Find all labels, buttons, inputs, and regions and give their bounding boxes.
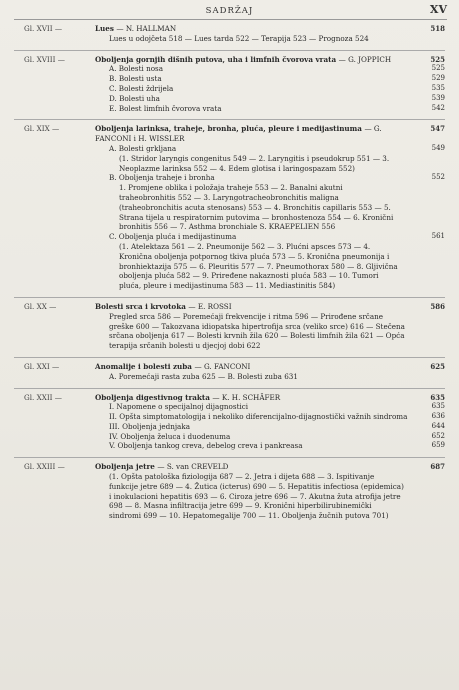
chapter-contents: A. Poremećaji rasta zuba 625 — B. Bolesti zuba 631 bbox=[109, 371, 298, 381]
section-label: V. Oboljenja tankog creva, debelog creva i pankreasa bbox=[109, 441, 303, 451]
section-label: B. Oboljenja traheje i bronha bbox=[109, 173, 215, 183]
chapter-title-line bbox=[95, 24, 445, 34]
chapter-number: Gl. XVIII — bbox=[24, 54, 65, 64]
section-label: C. Oboljenja pluća i medijastinuma bbox=[109, 232, 237, 242]
toc-chapter bbox=[0, 462, 459, 521]
chapter-title: Lues bbox=[95, 24, 114, 33]
chapter-page: 635 bbox=[430, 392, 445, 402]
chapter-title: Oboljenja jetre bbox=[95, 462, 155, 472]
chapter-author: — E. ROSSI bbox=[188, 301, 232, 311]
section-page: 644 bbox=[431, 421, 445, 430]
toc-section bbox=[95, 173, 445, 183]
chapter-contents: Pregled srca 586 — Poremećaji frekvencije i ritma 596 — Prirođene srčane greške 600 — Takozvana idiopatska hipertrofija srca (veliko srce) 616 — Stečena srčana oboljenja 617 — Bolesti krvnih žila 620 — Bolesti limfnih žila 621 — Opća terapija srčanih bolesti u djecjoj dobi 622 bbox=[109, 311, 405, 351]
chapter-title: Anomalije i bolesti zuba bbox=[95, 361, 192, 371]
toc-chapter bbox=[0, 24, 459, 44]
chapter-divider bbox=[14, 457, 445, 458]
section-page: 635 bbox=[431, 402, 445, 411]
toc-section bbox=[95, 74, 445, 84]
toc-section bbox=[95, 432, 445, 442]
chapter-contents: Lues u odojčeta 518 — Lues tarda 522 — Terapija 523 — Prognoza 524 bbox=[109, 33, 369, 43]
chapter-author: — K. H. SCHÄFER bbox=[212, 392, 281, 402]
chapter-title: Oboljenja digestivnog trakta bbox=[95, 392, 210, 402]
section-page: 636 bbox=[431, 412, 445, 421]
section-label: E. Bolest limfnih čvorova vrata bbox=[109, 103, 222, 113]
chapter-number: Gl. XXIII — bbox=[24, 462, 65, 472]
chapter-page: 586 bbox=[430, 301, 445, 311]
chapter-number: Gl. XXI — bbox=[24, 361, 60, 371]
toc-chapter bbox=[0, 55, 459, 114]
chapter-author: — N. HALLMAN bbox=[116, 24, 177, 33]
section-page: 552 bbox=[431, 173, 445, 182]
section-label: B. Bolesti usta bbox=[109, 74, 162, 84]
chapter-number: Gl. XIX — bbox=[24, 124, 60, 134]
chapter-title-line bbox=[95, 462, 445, 472]
section-page: 659 bbox=[431, 441, 445, 450]
chapter-number: Gl. XX — bbox=[24, 301, 57, 311]
chapter-divider bbox=[14, 388, 445, 389]
section-label: D. Bolesti uha bbox=[109, 93, 160, 103]
section-page: 542 bbox=[431, 103, 445, 112]
chapter-title-line bbox=[95, 302, 445, 312]
table-of-contents bbox=[0, 24, 459, 527]
section-label: IV. Oboljenja želuca i duodenuma bbox=[109, 431, 231, 441]
chapter-author: — S. van CREVELD bbox=[157, 462, 229, 472]
chapter-page: 625 bbox=[430, 361, 445, 371]
section-label: C. Bolesti ždrijela bbox=[109, 83, 174, 93]
section-label: III. Oboljenja jednjaka bbox=[109, 421, 190, 431]
toc-chapter bbox=[0, 362, 459, 382]
section-page: 535 bbox=[431, 83, 445, 92]
section-contents: (1. Stridor laryngis congenitus 549 — 2. Laryngitis i pseudokrup 551 — 3. Neoplazme larinksa 552 — 4. Edem glotisa i laringospazam 552) bbox=[119, 153, 390, 173]
toc-section bbox=[95, 104, 445, 114]
chapter-page: 687 bbox=[430, 462, 445, 472]
chapter-title: Bolesti srca i krvotoka bbox=[95, 301, 186, 311]
chapter-author: — G. FANCONI i H. WISSLER bbox=[95, 124, 382, 144]
chapter-page: 518 bbox=[430, 24, 445, 33]
chapter-author: — G. FANCONI bbox=[194, 361, 251, 371]
toc-section bbox=[95, 232, 445, 242]
chapter-title-line bbox=[95, 124, 445, 144]
toc-chapter bbox=[0, 393, 459, 452]
toc-chapter bbox=[0, 124, 459, 291]
section-page: 561 bbox=[431, 232, 445, 241]
toc-section bbox=[95, 144, 445, 154]
chapter-divider bbox=[14, 50, 445, 51]
toc-section bbox=[95, 84, 445, 94]
running-header-title: SADRŽAJ bbox=[205, 6, 254, 16]
section-page: 652 bbox=[431, 431, 445, 440]
section-page: 529 bbox=[431, 74, 445, 83]
section-label: II. Opšta simptomatologija i nekoliko diferencijalno-dijagnostički važnih sindroma bbox=[109, 412, 408, 422]
chapter-page: 525 bbox=[430, 54, 445, 64]
chapter-title: Oboljenja larinksa, traheje, bronha, pluća, pleure i medijastinuma bbox=[95, 124, 362, 134]
chapter-title-line bbox=[95, 55, 445, 65]
chapter-number: Gl. XVII — bbox=[24, 24, 63, 33]
section-page: 539 bbox=[431, 93, 445, 102]
toc-section bbox=[95, 64, 445, 74]
chapter-divider bbox=[14, 357, 445, 358]
toc-section bbox=[95, 441, 445, 451]
toc-chapter bbox=[0, 302, 459, 351]
chapter-number: Gl. XXII — bbox=[24, 392, 62, 402]
toc-section bbox=[95, 422, 445, 432]
chapter-title-line bbox=[95, 393, 445, 403]
chapter-contents: (1. Opšta patološka fiziologija 687 — 2. Jetra i dijeta 688 — 3. Ispitivanje funkcije jetre 689 — 4. Žutica (icterus) 690 — 5. Hepatitis infectiosa (epidemica) i inokulacioni hepatitis 693 — 6. Ciroza jetre 696 — 7. Akutna žuta atrofija jetre 698 — 8. Masna infiltracija jetre 699 — 9. Kronični hiperbilirubinemički sindromi 699 — 10. Hepatomegalije 700 — 11. Oboljenja žučnih putova 701) bbox=[109, 472, 404, 521]
toc-section bbox=[95, 412, 445, 422]
section-page: 549 bbox=[431, 143, 445, 152]
section-page: 525 bbox=[431, 64, 445, 73]
toc-section bbox=[95, 402, 445, 412]
chapter-title-line bbox=[95, 362, 445, 372]
section-label: A. Bolesti nosa bbox=[109, 64, 164, 74]
section-label: A. Bolesti grkljana bbox=[109, 143, 177, 153]
toc-section bbox=[95, 94, 445, 104]
section-contents: (1. Atelektaza 561 — 2. Pneumonije 562 — 3. Plućni apsces 573 — 4. Kronična oboljenja potpornog tkiva pluća 573 — 5. Kronična pneumonija i bronhiektazija 575 — 6. Pleuritis 577 — 7. Pneumothorax 580 — 8. Gljivična oboljenja pluća 582 — 9. Priređene nakaznosti pluća 583 — 10. Tumori pluća, pleure i medijastinuma 583 — 11. Mediastinitis 584) bbox=[119, 241, 398, 291]
header-rule bbox=[14, 19, 447, 20]
section-label: I. Napomene o specijalnoj dijagnostici bbox=[109, 402, 249, 412]
running-header-page-number: XV bbox=[429, 3, 447, 16]
chapter-author: — G. JOPPICH bbox=[338, 54, 392, 64]
chapter-page: 547 bbox=[430, 124, 445, 134]
section-contents: 1. Promjene oblika i položaja traheje 553 — 2. Banalni akutni traheobronhitis 552 — 3. Laryngotracheobronchitis maligna (traheobronchitis acuta stenosans) 553 — 4. Bronchitis capillaris 553 — 5. Strana tijela u respiratornim putovima — bronhostenoza 554 — 6. Kronični bronhitis 556 — 7. Asthma bronchiale S. KRAEPELIEN 556 bbox=[119, 183, 394, 232]
chapter-title: Oboljenja gornjih dišnih putova, uha i limfnih čvorova vrata bbox=[95, 54, 337, 64]
chapter-divider bbox=[14, 119, 445, 120]
chapter-divider bbox=[14, 297, 445, 298]
